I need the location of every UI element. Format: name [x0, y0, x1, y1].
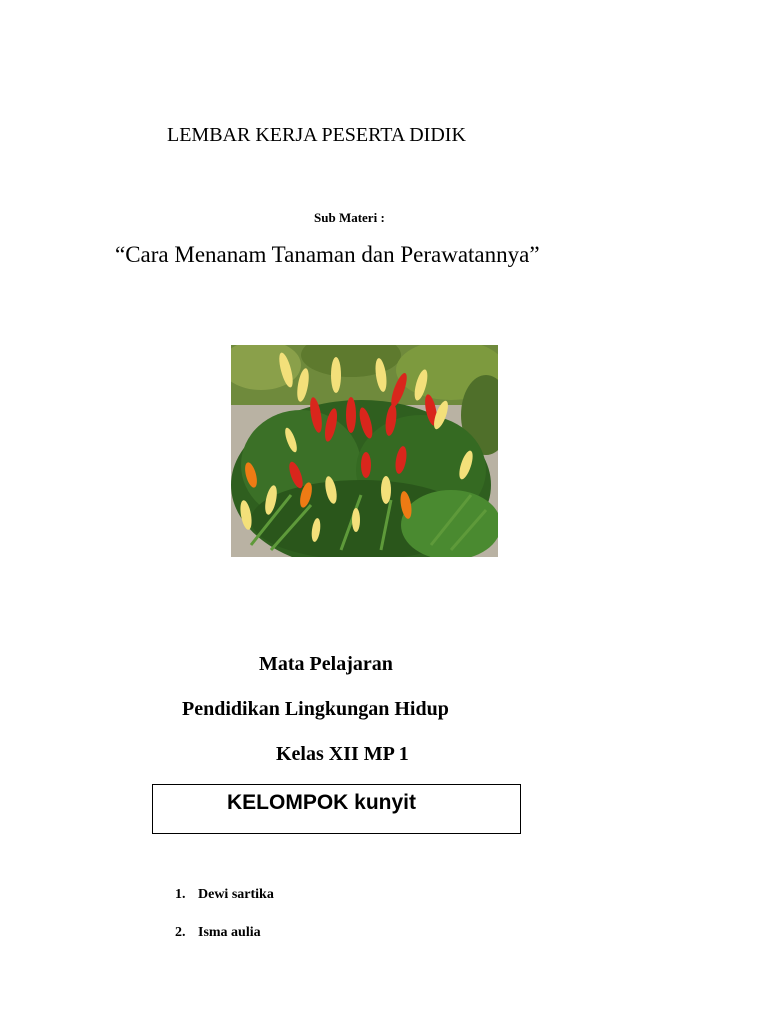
member-name: Isma aulia	[198, 925, 261, 940]
member-name: Dewi sartika	[198, 887, 274, 902]
list-item	[175, 887, 274, 925]
list-item	[175, 925, 274, 963]
group-name: KELOMPOK kunyit	[227, 791, 417, 814]
subject-label: Mata Pelajaran	[259, 653, 393, 675]
subject-value: Pendidikan Lingkungan Hidup	[182, 698, 449, 720]
group-box	[152, 784, 521, 834]
class-label: Kelas XII MP 1	[276, 743, 409, 765]
member-number: 2.	[175, 925, 186, 940]
document-title: LEMBAR KERJA PESERTA DIDIK	[167, 124, 466, 146]
sub-materi-title: “Cara Menanam Tanaman dan Perawatannya”	[115, 242, 540, 267]
member-list	[175, 887, 274, 963]
chili-plant-image	[231, 345, 498, 557]
member-number: 1.	[175, 887, 186, 902]
sub-materi-label: Sub Materi :	[314, 210, 385, 225]
